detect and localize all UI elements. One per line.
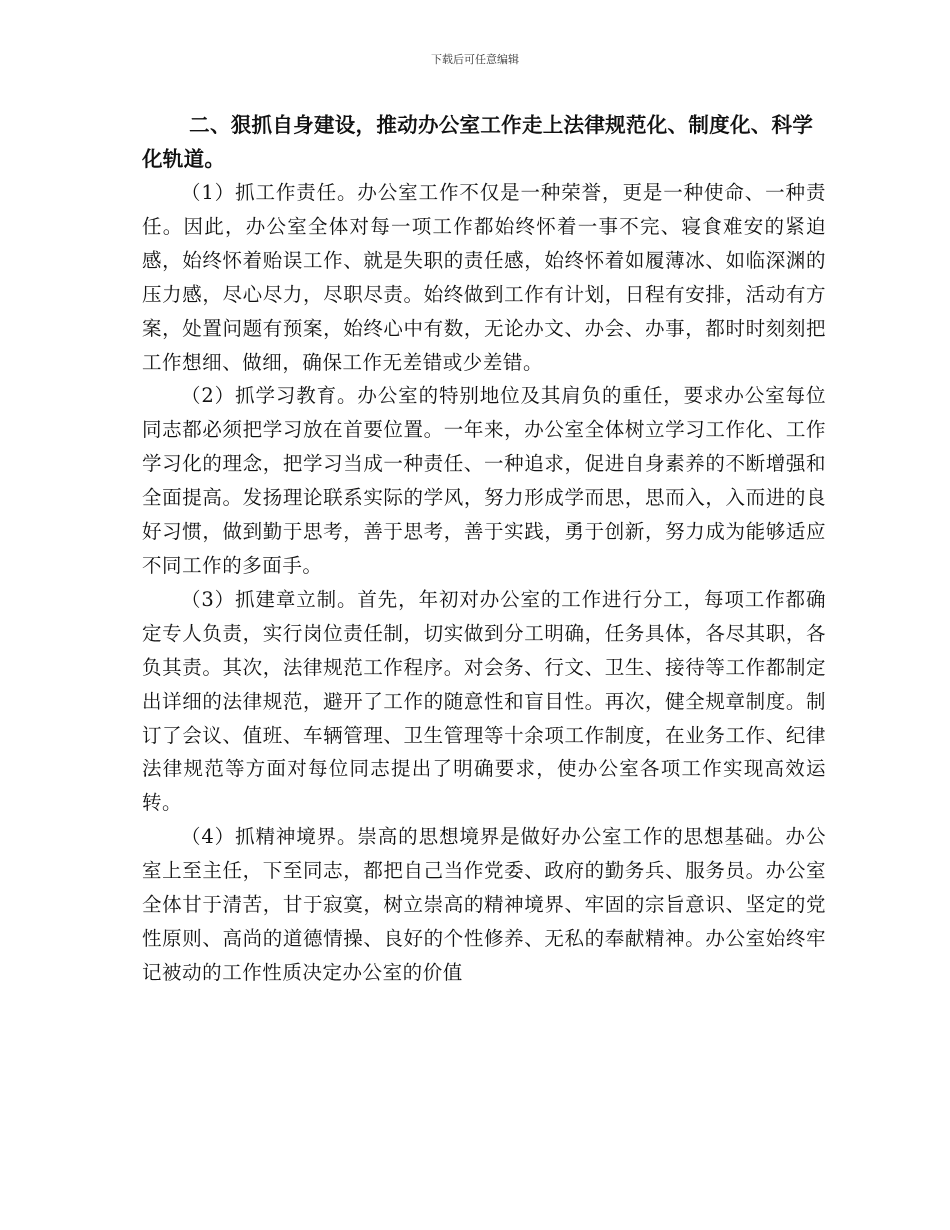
section-heading: 二、狠抓自身建设，推动办公室工作走上法律规范化、制度化、科学化轨道。 [142, 113, 814, 171]
paragraph-rules-system: （3）抓建章立制。首先，年初对办公室的工作进行分工，每项工作都确定专人负责，实行岗位责任制，切实做到分工明确，任务具体，各尽其职，各负其责。其次，法律规范工作程序。对会务、行文、卫生、接待等工作都制定出详细的法律规范，避开了工作的随意性和盲目性。再次，健全规章制度。制订了会议、值班、车辆管理、卫生管理等十余项工作制度，在业务工作、纪律法律规范等方面对每位同志提出了明确要求，使办公室各项工作实现高效运转。 [142, 587, 826, 815]
paragraph-spirit-realm: （4）抓精神境界。崇高的思想境界是做好办公室工作的思想基础。办公室上至主任，下至同志，都把自己当作党委、政府的勤务兵、服务员。办公室全体甘于清苦，甘于寂寞，树立崇高的精神境界、牢固的宗旨意识、坚定的党性原则、高尚的道德情操、良好的个性修养、无私的奉献精神。办公室始终牢记被动的工作性质决定办公室的价值 [142, 825, 826, 984]
page-header: 下载后可任意编辑 [431, 53, 519, 66]
document-body [142, 108, 826, 990]
paragraph-study-education: （2）抓学习教育。办公室的特别地位及其肩负的重任，要求办公室每位同志都必须把学习放在首要位置。一年来，办公室全体树立学习工作化、工作学习化的理念，把学习当成一种责任、一种追求，促进自身素养的不断增强和全面提高。发扬理论联系实际的学风，努力形成学而思，思而入，入而进的良好习惯，做到勤于思考，善于思考，善于实践，勇于创新，努力成为能够适应不同工作的多面手。 [142, 384, 826, 577]
paragraph-work-responsibility: （1）抓工作责任。办公室工作不仅是一种荣誉，更是一种使命、一种责任。因此，办公室全体对每一项工作都始终怀着一事不完、寝食难安的紧迫感，始终怀着贻误工作、就是失职的责任感，始终怀着如履薄冰、如临深渊的压力感，尽心尽力，尽职尽责。始终做到工作有计划，日程有安排，活动有方案，处置问题有预案，始终心中有数，无论办文、办会、办事，都时时刻刻把工作想细、做细，确保工作无差错或少差错。 [142, 181, 826, 374]
